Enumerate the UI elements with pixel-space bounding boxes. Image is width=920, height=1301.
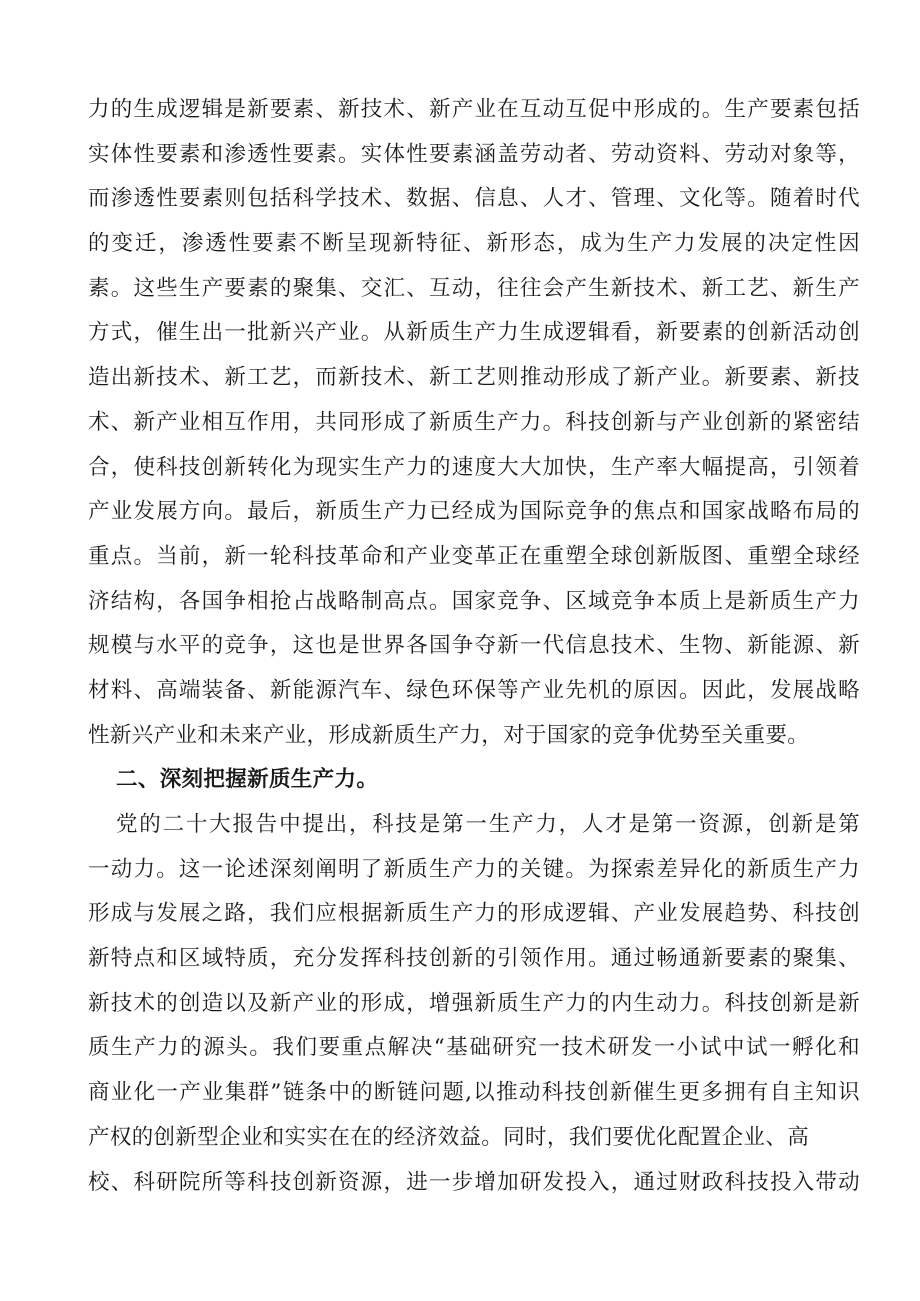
paragraph-new-productivity-logic [88,88,860,758]
paragraph-line: 方式，催生出一批新兴产业。从新质生产力生成逻辑看，新要素的创新活动创 [88,320,860,346]
paragraph-line: 力的生成逻辑是新要素、新技术、新产业在互动互促中形成的。生产要素包括 [88,97,860,122]
paragraph-line: 造出新技术、新工艺，而新技术、新工艺则推动形成了新产业。新要素、新技 [88,365,860,391]
paragraph-line: 性新兴产业和未来产业，形成新质生产力，对于国家的竞争优势至关重要。 [88,722,810,748]
paragraph-line: 的变迁，渗透性要素不断呈现新特征、新形态，成为生产力发展的决定性因 [88,231,860,257]
paragraph-line: 而渗透性要素则包括科学技术、数据、信息、人才、管理、文化等。随着时代 [88,186,860,212]
paragraph-line: 材料、高端装备、新能源汽车、绿色环保等产业先机的原因。因此，发展战略 [88,677,860,703]
paragraph-line: 术、新产业相互作用，共同形成了新质生产力。科技创新与产业创新的紧密结 [88,409,860,435]
paragraph-line: 商业化一产业集群”链条中的断链问题,以推动科技创新催生更多拥有自主知识 [88,1080,860,1106]
paragraph-line: 济结构，各国争相抢占战略制高点。国家竞争、区域竞争本质上是新质生产力 [88,588,860,614]
paragraph-line: 新技术的创造以及新产业的形成，增强新质生产力的内生动力。科技创新是新 [88,990,860,1016]
section-heading: 二、深刻把握新质生产力。 [116,767,379,793]
paragraph-grasp-new-productivity [88,803,860,1205]
paragraph-line: 质生产力的源头。我们要重点解决“基础研究一技术研发一小试中试一孵化和 [88,1035,860,1061]
paragraph-line: 新特点和区域特质，充分发挥科技创新的引领作用。通过畅通新要素的聚集、 [88,946,860,972]
paragraph-line: 校、科研院所等科技创新资源，进一步增加研发投入，通过财政科技投入带动 [88,1169,860,1195]
paragraph-line: 形成与发展之路，我们应根据新质生产力的形成逻辑、产业发展趋势、科技创 [88,901,860,927]
document-page [88,88,860,1205]
paragraph-line: 党的二十大报告中提出，科技是第一生产力，人才是第一资源，创新是第 [116,812,860,837]
paragraph-line: 重点。当前，新一轮科技革命和产业变革正在重塑全球创新版图、重塑全球经 [88,543,860,569]
paragraph-line: 素。这些生产要素的聚集、交汇、互动，往往会产生新技术、新工艺、新生产 [88,275,860,301]
paragraph-line: 一动力。这一论述深刻阐明了新质生产力的关键。为探索差异化的新质生产力 [88,856,860,882]
paragraph-line: 合，使科技创新转化为现实生产力的速度大大加快，生产率大幅提高，引领着 [88,454,860,480]
paragraph-line: 产业发展方向。最后，新质生产力已经成为国际竞争的焦点和国家战略布局的 [88,499,860,525]
paragraph-line: 规模与水平的竞争，这也是世界各国争夺新一代信息技术、生物、新能源、新 [88,633,860,659]
paragraph-line: 产权的创新型企业和实实在在的经济效益。同时，我们要优化配置企业、高 [88,1124,810,1150]
paragraph-line: 实体性要素和渗透性要素。实体性要素涵盖劳动者、劳动资料、劳动对象等， [88,141,860,167]
